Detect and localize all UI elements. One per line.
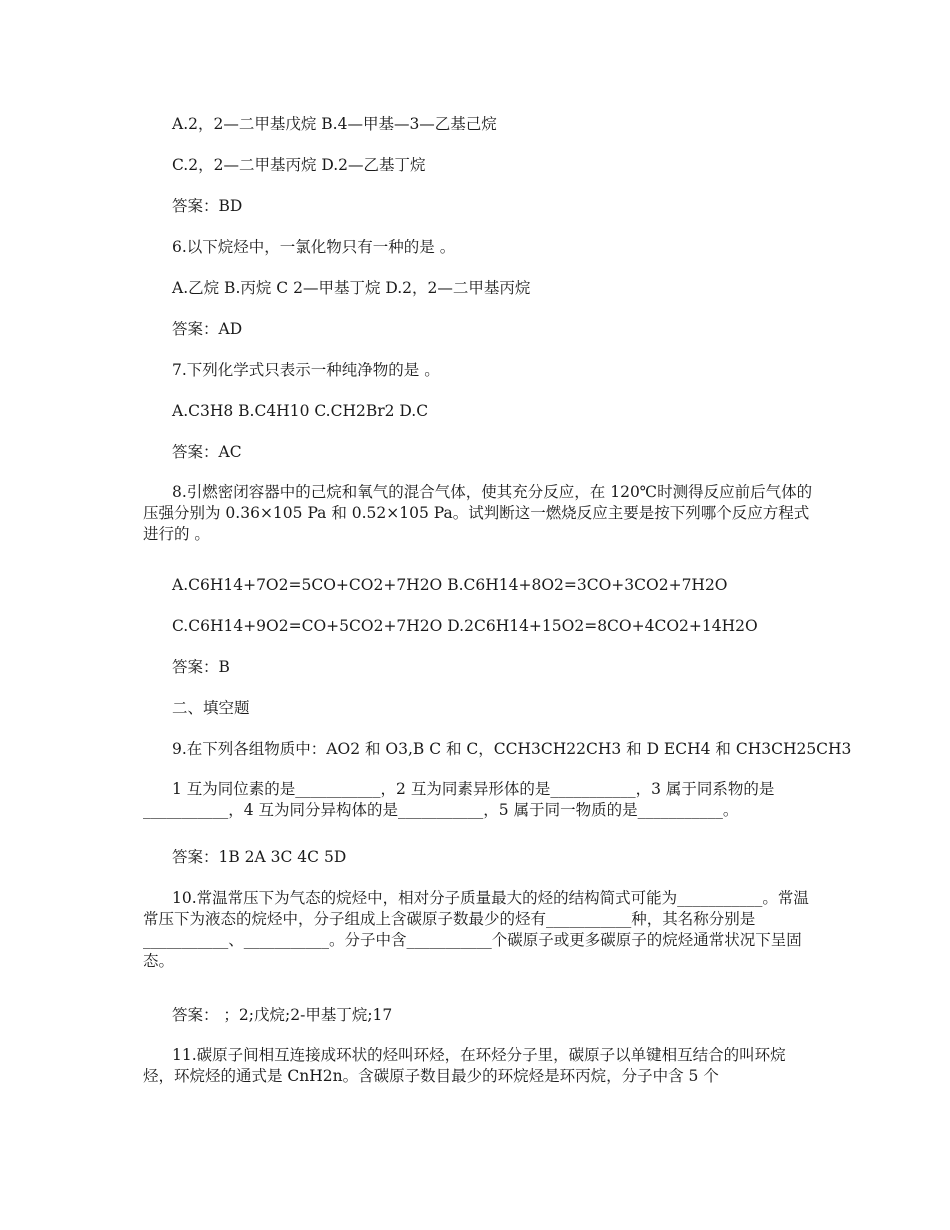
question-9: 9.在下列各组物质中：AO2 和 O3,B C 和 C，CCH3CH22CH3 和 D ECH4 和 CH3CH25CH3: [172, 740, 852, 758]
question-8-options-c-d: C.C6H14+9O2=CO+5CO2+7H2O D.2C6H14+15O2=8CO+4CO2+14H2O: [172, 617, 758, 635]
question-6-options: A.乙烷 B.丙烷 C 2—甲基丁烷 D.2，2—二甲基丙烷: [172, 279, 531, 297]
answer-line: 答案：BD: [172, 197, 243, 215]
question-8-options-a-b: A.C6H14+7O2=5CO+CO2+7H2O B.C6H14+8O2=3CO+3CO2+7H2O: [172, 576, 728, 594]
answer-line: 答案： ；2;戊烷;2-甲基丁烷;17: [172, 1006, 393, 1024]
option-line-a-b: A.2，2—二甲基戊烷 B.4—甲基—3—乙基己烷: [172, 115, 497, 133]
answer-line: 答案：B: [172, 658, 230, 676]
question-7: 7.下列化学式只表示一种纯净物的是 。: [172, 361, 440, 379]
question-9-prompts: 1 互为同位素的是___________，2 互为同素异形体的是___________，3 属于同系物的是___________，4 互为同分异构体的是___________，5 属于同一物质的是___________。: [143, 780, 775, 819]
answer-line: 答案：1B 2A 3C 4C 5D: [172, 848, 347, 866]
question-10: 10.常温常压下为气态的烷烃中，相对分子质量最大的烃的结构简式可能为___________。常温常压下为液态的烷烃中，分子组成上含碳原子数最少的烃有___________种，其名称分别是___________、___________。分子中含___________个碳原子或更多碳原子的烷烃通常状况下呈固态。: [143, 889, 809, 970]
section-heading: 二、填空题: [172, 699, 250, 717]
question-8: 8.引燃密闭容器中的己烷和氧气的混合气体，使其充分反应，在 120℃时测得反应前后气体的压强分别为 0.36×105 Pa 和 0.52×105 Pa。试判断这一燃烧反应主要是按下列哪个反应方程式进行的 。: [143, 483, 813, 543]
question-7-options: A.C3H8 B.C4H10 C.CH2Br2 D.C: [172, 402, 429, 420]
question-11: 11.碳原子间相互连接成环状的烃叫环烃，在环烃分子里，碳原子以单键相互结合的叫环烷烃，环烷烃的通式是 CnH2n。含碳原子数目最少的环烷烃是环丙烷，分子中含 5 个: [143, 1046, 786, 1085]
option-line-c-d: C.2，2—二甲基丙烷 D.2—乙基丁烷: [172, 156, 426, 174]
answer-line: 答案：AC: [172, 443, 242, 461]
answer-line: 答案：AD: [172, 320, 243, 338]
question-6: 6.以下烷烃中，一氯化物只有一种的是 。: [172, 238, 456, 256]
